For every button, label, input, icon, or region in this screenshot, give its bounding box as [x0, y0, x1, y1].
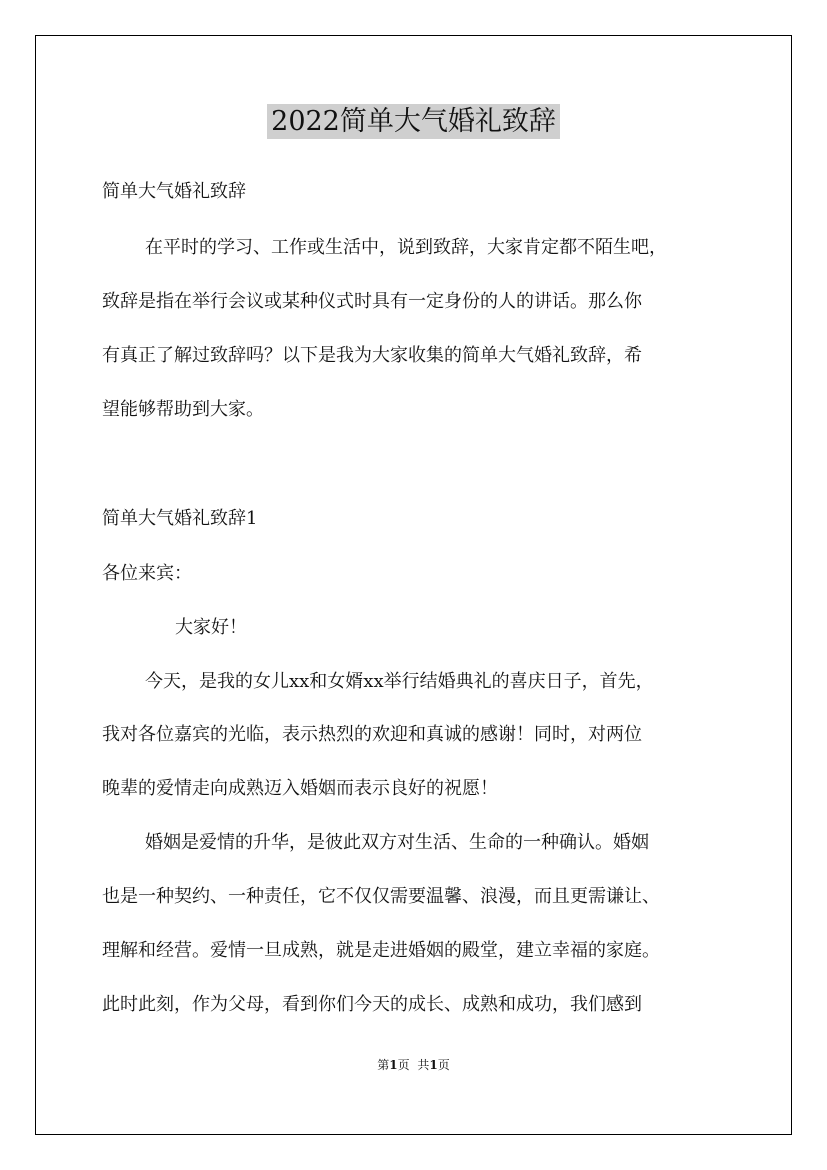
intro-line-4: 望能够帮助到大家。 [102, 399, 264, 420]
body-line-2: 我对各位嘉宾的光临，表示热烈的欢迎和真诚的感谢！同时，对两位 [102, 724, 642, 745]
page-label-suffix: 页 [397, 1058, 410, 1072]
total-pages: 1 [429, 1058, 438, 1072]
document-title [0, 100, 827, 144]
total-label-prefix: 共 [417, 1058, 430, 1072]
body-line-1: 今天，是我的女儿xx和女婿xx举行结婚典礼的喜庆日子，首先， [145, 671, 654, 692]
body-line-3: 晚辈的爱情走向成熟迈入婚姻而表示良好的祝愿！ [102, 778, 498, 799]
page-label-prefix: 第 [377, 1058, 390, 1072]
salutation: 各位来宾： [102, 563, 192, 584]
page-footer [0, 1056, 827, 1074]
intro-line-3: 有真正了解过致辞吗？以下是我为大家收集的简单大气婚礼致辞，希 [102, 345, 642, 366]
intro-line-2: 致辞是指在举行会议或某种仪式时具有一定身份的人的讲话。那么你 [102, 291, 642, 312]
total-label-suffix: 页 [437, 1058, 450, 1072]
body-line-7: 此时此刻，作为父母，看到你们今天的成长、成熟和成功，我们感到 [102, 994, 642, 1015]
body-line-6: 理解和经营。爱情一旦成熟，就是走进婚姻的殿堂，建立幸福的家庭。 [102, 940, 660, 961]
body-line-5: 也是一种契约、一种责任，它不仅仅需要温馨、浪漫，而且更需谦让、 [102, 886, 660, 907]
intro-line-1: 在平时的学习、工作或生活中，说到致辞，大家肯定都不陌生吧， [145, 237, 667, 258]
document-subtitle: 简单大气婚礼致辞 [102, 181, 246, 202]
section-heading: 简单大气婚礼致辞1 [102, 508, 258, 529]
greeting: 大家好！ [175, 617, 247, 638]
body-line-4: 婚姻是爱情的升华，是彼此双方对生活、生命的一种确认。婚姻 [145, 832, 649, 853]
page-number: 1 [389, 1058, 398, 1072]
document-title-text: 2022简单大气婚礼致辞 [267, 104, 560, 139]
